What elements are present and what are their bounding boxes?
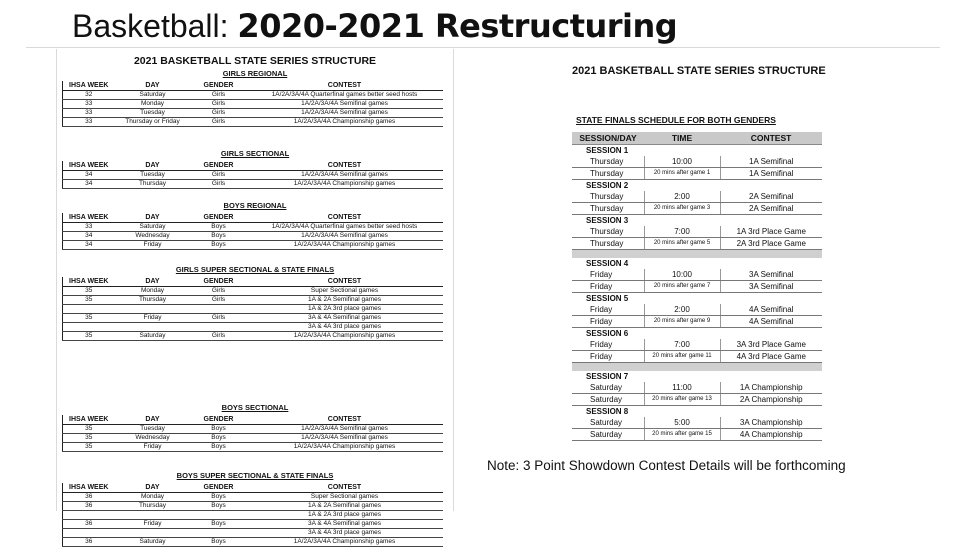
- table-cell: Girls: [191, 118, 247, 127]
- left-section-table: [62, 161, 443, 189]
- schedule-contest: 2A Semifinal: [720, 203, 822, 215]
- column-header: IHSA WEEK: [63, 213, 115, 223]
- table-cell: 1A/2A/3A/4A Semifinal games: [247, 100, 443, 109]
- column-header: DAY: [115, 161, 191, 171]
- table-cell: Girls: [191, 180, 247, 189]
- table-cell: Girls: [191, 296, 247, 305]
- table-cell: 3A & 4A Semifinal games: [247, 314, 443, 323]
- column-header: CONTEST: [247, 213, 443, 223]
- schedule-contest: 3A Championship: [720, 417, 822, 429]
- schedule-contest: 4A Semifinal: [720, 304, 822, 316]
- table-cell: 3A & 4A Semifinal games: [247, 520, 443, 529]
- table-cell: 1A/2A/3A/4A Semifinal games: [247, 171, 443, 180]
- schedule-time: 20 mins after game 5: [644, 238, 720, 250]
- table-cell: 34: [63, 241, 115, 250]
- table-cell: Saturday: [115, 91, 191, 100]
- table-row: [63, 425, 443, 434]
- left-section: [57, 199, 453, 250]
- schedule-row: [572, 382, 822, 394]
- column-header: GENDER: [191, 277, 247, 287]
- schedule-time: 2:00: [644, 191, 720, 203]
- schedule-row: [572, 191, 822, 203]
- table-row: [63, 305, 443, 314]
- table-cell: 1A & 2A Semifinal games: [247, 502, 443, 511]
- schedule-contest: 3A Semifinal: [720, 269, 822, 281]
- table-row: [63, 493, 443, 502]
- table-cell: Saturday: [115, 332, 191, 341]
- slide-title: [72, 6, 677, 48]
- left-section-table: [62, 415, 443, 452]
- table-cell: Wednesday: [115, 232, 191, 241]
- table-row: [63, 296, 443, 305]
- table-row: [63, 171, 443, 180]
- left-section: [57, 263, 453, 341]
- schedule-contest: 4A Championship: [720, 429, 822, 441]
- table-cell: Super Sectional games: [247, 287, 443, 296]
- table-row: [63, 118, 443, 127]
- table-cell: Monday: [115, 100, 191, 109]
- table-cell: Girls: [191, 332, 247, 341]
- column-header: DAY: [115, 415, 191, 425]
- table-cell: Boys: [191, 232, 247, 241]
- column-header: IHSA WEEK: [63, 161, 115, 171]
- session-label: SESSION 1: [586, 146, 629, 155]
- table-cell: 35: [63, 287, 115, 296]
- table-cell: 1A & 2A 3rd place games: [247, 305, 443, 314]
- schedule-contest: 3A Semifinal: [720, 281, 822, 293]
- left-section: [57, 401, 453, 452]
- table-cell: [115, 529, 191, 538]
- schedule-row: [572, 316, 822, 328]
- schedule-contest: 4A 3rd Place Game: [720, 351, 822, 363]
- table-cell: 1A/2A/3A/4A Championship games: [247, 241, 443, 250]
- schedule-time: 2:00: [644, 304, 720, 316]
- schedule-contest: 4A Semifinal: [720, 316, 822, 328]
- session-label: SESSION 5: [586, 294, 629, 303]
- schedule-row: [572, 417, 822, 429]
- table-cell: [115, 511, 191, 520]
- table-row: [63, 109, 443, 118]
- table-row: [63, 538, 443, 547]
- session-row: [572, 371, 822, 382]
- table-cell: Boys: [191, 493, 247, 502]
- session-label: SESSION 2: [586, 181, 629, 190]
- session-row: [572, 406, 822, 418]
- session-label: SESSION 3: [586, 216, 629, 225]
- schedule-day: Friday: [572, 304, 644, 316]
- column-header: CONTEST: [247, 81, 443, 91]
- right-document-title: 2021 BASKETBALL STATE SERIES STRUCTURE: [572, 65, 826, 77]
- schedule-row: [572, 226, 822, 238]
- schedule-day: Thursday: [572, 191, 644, 203]
- table-cell: 33: [63, 223, 115, 232]
- table-cell: 32: [63, 91, 115, 100]
- table-cell: 35: [63, 332, 115, 341]
- table-cell: 1A/2A/3A/4A Championship games: [247, 538, 443, 547]
- table-cell: 3A & 4A 3rd place games: [247, 323, 443, 332]
- schedule-row: [572, 203, 822, 215]
- schedule-day: Friday: [572, 351, 644, 363]
- session-row: [572, 293, 822, 305]
- schedule-day: Saturday: [572, 429, 644, 441]
- table-cell: 3A & 4A 3rd place games: [247, 529, 443, 538]
- schedule-time: 20 mins after game 1: [644, 168, 720, 180]
- schedule-column-header: SESSION/DAY: [572, 132, 644, 145]
- table-cell: [191, 323, 247, 332]
- left-section: [57, 147, 453, 189]
- left-section-heading: BOYS SUPER SECTIONAL & STATE FINALS: [176, 471, 334, 480]
- schedule-row: [572, 156, 822, 168]
- session-row: [572, 145, 822, 157]
- state-finals-schedule-table: [572, 132, 822, 441]
- session-row: [572, 328, 822, 340]
- column-header: IHSA WEEK: [63, 483, 115, 493]
- column-header: GENDER: [191, 415, 247, 425]
- left-section-heading: GIRLS SUPER SECTIONAL & STATE FINALS: [175, 265, 335, 274]
- table-cell: 33: [63, 100, 115, 109]
- table-cell: 35: [63, 296, 115, 305]
- schedule-time: 10:00: [644, 269, 720, 281]
- table-cell: 36: [63, 502, 115, 511]
- table-cell: 35: [63, 314, 115, 323]
- table-cell: 1A/2A/3A/4A Championship games: [247, 180, 443, 189]
- schedule-day: Friday: [572, 281, 644, 293]
- table-cell: Saturday: [115, 223, 191, 232]
- left-section-heading: GIRLS REGIONAL: [222, 69, 288, 78]
- column-header: IHSA WEEK: [63, 81, 115, 91]
- table-row: [63, 232, 443, 241]
- column-header: GENDER: [191, 213, 247, 223]
- table-cell: 1A/2A/3A/4A Quarterfinal games better seed hosts: [247, 91, 443, 100]
- left-section-heading: GIRLS SECTIONAL: [220, 149, 290, 158]
- schedule-time: 20 mins after game 3: [644, 203, 720, 215]
- table-cell: 35: [63, 434, 115, 443]
- schedule-contest: 2A Semifinal: [720, 191, 822, 203]
- left-section-table: [62, 213, 443, 250]
- session-label: SESSION 6: [586, 329, 629, 338]
- table-cell: Tuesday: [115, 109, 191, 118]
- table-row: [63, 287, 443, 296]
- schedule-row: [572, 269, 822, 281]
- schedule-day: Friday: [572, 269, 644, 281]
- table-cell: Boys: [191, 443, 247, 452]
- table-cell: [63, 529, 115, 538]
- table-cell: Wednesday: [115, 434, 191, 443]
- table-row: [63, 332, 443, 341]
- column-header: GENDER: [191, 161, 247, 171]
- table-cell: [63, 511, 115, 520]
- table-cell: 33: [63, 118, 115, 127]
- schedule-time: 7:00: [644, 339, 720, 351]
- table-cell: Friday: [115, 314, 191, 323]
- table-cell: 36: [63, 520, 115, 529]
- schedule-day: Saturday: [572, 417, 644, 429]
- table-cell: 1A & 2A Semifinal games: [247, 296, 443, 305]
- table-cell: 1A/2A/3A/4A Championship games: [247, 443, 443, 452]
- column-header: GENDER: [191, 483, 247, 493]
- schedule-time: 20 mins after game 11: [644, 351, 720, 363]
- table-row: [63, 314, 443, 323]
- schedule-day-separator: [572, 363, 822, 372]
- table-cell: Girls: [191, 109, 247, 118]
- left-section-table: [62, 483, 443, 547]
- table-cell: 1A/2A/3A/4A Semifinal games: [247, 232, 443, 241]
- table-cell: Girls: [191, 314, 247, 323]
- table-cell: Monday: [115, 493, 191, 502]
- schedule-day-separator: [572, 250, 822, 259]
- column-header: DAY: [115, 483, 191, 493]
- table-cell: Girls: [191, 100, 247, 109]
- left-section-heading: BOYS REGIONAL: [223, 201, 287, 210]
- schedule-row: [572, 238, 822, 250]
- schedule-row: [572, 304, 822, 316]
- schedule-row: [572, 429, 822, 441]
- title-divider: [26, 47, 940, 48]
- column-header: DAY: [115, 213, 191, 223]
- note-text: Note: 3 Point Showdown Contest Details will be forthcoming: [487, 458, 846, 473]
- schedule-day: Thursday: [572, 168, 644, 180]
- table-cell: 35: [63, 425, 115, 434]
- table-cell: Friday: [115, 241, 191, 250]
- schedule-column-header: CONTEST: [720, 132, 822, 145]
- schedule-row: [572, 281, 822, 293]
- schedule-contest: 3A 3rd Place Game: [720, 339, 822, 351]
- table-cell: 1A/2A/3A/4A Semifinal games: [247, 434, 443, 443]
- table-cell: Saturday: [115, 538, 191, 547]
- table-row: [63, 511, 443, 520]
- table-row: [63, 241, 443, 250]
- table-cell: [191, 305, 247, 314]
- schedule-row: [572, 394, 822, 406]
- schedule-time: 20 mins after game 15: [644, 429, 720, 441]
- table-cell: 33: [63, 109, 115, 118]
- schedule-row: [572, 339, 822, 351]
- table-cell: [63, 305, 115, 314]
- table-row: [63, 434, 443, 443]
- schedule-contest: 1A Semifinal: [720, 156, 822, 168]
- schedule-day: Saturday: [572, 382, 644, 394]
- session-row: [572, 180, 822, 192]
- table-cell: Boys: [191, 223, 247, 232]
- left-section: [57, 469, 453, 547]
- table-row: [63, 443, 443, 452]
- schedule-day: Thursday: [572, 238, 644, 250]
- table-cell: 34: [63, 180, 115, 189]
- table-cell: 1A/2A/3A/4A Championship games: [247, 118, 443, 127]
- schedule-heading: STATE FINALS SCHEDULE FOR BOTH GENDERS: [576, 115, 776, 125]
- left-section: [57, 67, 453, 127]
- table-cell: 1A & 2A 3rd place games: [247, 511, 443, 520]
- table-cell: 36: [63, 493, 115, 502]
- schedule-time: 20 mins after game 7: [644, 281, 720, 293]
- schedule-row: [572, 168, 822, 180]
- session-label: SESSION 8: [586, 407, 629, 416]
- session-label: SESSION 4: [586, 259, 629, 268]
- schedule-day: Saturday: [572, 394, 644, 406]
- table-cell: Monday: [115, 287, 191, 296]
- table-cell: [191, 511, 247, 520]
- schedule-time: 7:00: [644, 226, 720, 238]
- left-section-heading: BOYS SECTIONAL: [221, 403, 289, 412]
- session-row: [572, 215, 822, 227]
- table-cell: 34: [63, 232, 115, 241]
- table-row: [63, 180, 443, 189]
- table-row: [63, 223, 443, 232]
- left-document-title: 2021 BASKETBALL STATE SERIES STRUCTURE: [133, 55, 377, 67]
- schedule-column-header: TIME: [644, 132, 720, 145]
- slide-title-prefix: Basketball:: [72, 8, 238, 44]
- schedule-time: 20 mins after game 9: [644, 316, 720, 328]
- table-cell: Boys: [191, 425, 247, 434]
- table-cell: Friday: [115, 520, 191, 529]
- column-header: CONTEST: [247, 483, 443, 493]
- table-row: [63, 502, 443, 511]
- column-header: DAY: [115, 81, 191, 91]
- column-header: GENDER: [191, 81, 247, 91]
- schedule-contest: 2A Championship: [720, 394, 822, 406]
- table-cell: Boys: [191, 434, 247, 443]
- table-cell: [115, 323, 191, 332]
- schedule-time: 10:00: [644, 156, 720, 168]
- table-cell: Tuesday: [115, 171, 191, 180]
- table-cell: [191, 529, 247, 538]
- column-header: CONTEST: [247, 161, 443, 171]
- table-cell: 35: [63, 443, 115, 452]
- table-cell: 1A/2A/3A/4A Semifinal games: [247, 109, 443, 118]
- schedule-day: Thursday: [572, 156, 644, 168]
- schedule-contest: 1A Semifinal: [720, 168, 822, 180]
- table-cell: 36: [63, 538, 115, 547]
- schedule-time: 5:00: [644, 417, 720, 429]
- schedule-time: 11:00: [644, 382, 720, 394]
- table-cell: Boys: [191, 538, 247, 547]
- table-row: [63, 529, 443, 538]
- column-header: IHSA WEEK: [63, 415, 115, 425]
- table-cell: Boys: [191, 502, 247, 511]
- schedule-contest: 1A Championship: [720, 382, 822, 394]
- table-row: [63, 323, 443, 332]
- table-cell: Thursday: [115, 180, 191, 189]
- table-cell: 1A/2A/3A/4A Semifinal games: [247, 425, 443, 434]
- table-row: [63, 91, 443, 100]
- table-cell: 1A/2A/3A/4A Quarterfinal games better seed hosts: [247, 223, 443, 232]
- table-cell: Girls: [191, 171, 247, 180]
- table-cell: 1A/2A/3A/4A Championship games: [247, 332, 443, 341]
- left-section-table: [62, 81, 443, 127]
- table-cell: 34: [63, 171, 115, 180]
- table-cell: Boys: [191, 241, 247, 250]
- left-section-table: [62, 277, 443, 341]
- schedule-contest: 2A 3rd Place Game: [720, 238, 822, 250]
- schedule-time: 20 mins after game 13: [644, 394, 720, 406]
- schedule-day: Thursday: [572, 226, 644, 238]
- slide-title-main: 2020-2021 Restructuring: [237, 7, 678, 45]
- table-cell: Thursday or Friday: [115, 118, 191, 127]
- table-cell: [115, 305, 191, 314]
- table-cell: Friday: [115, 443, 191, 452]
- session-label: SESSION 7: [586, 372, 629, 381]
- column-header: CONTEST: [247, 415, 443, 425]
- session-row: [572, 258, 822, 269]
- schedule-row: [572, 351, 822, 363]
- table-row: [63, 520, 443, 529]
- table-cell: [63, 323, 115, 332]
- column-header: DAY: [115, 277, 191, 287]
- table-row: [63, 100, 443, 109]
- column-header: IHSA WEEK: [63, 277, 115, 287]
- table-cell: Thursday: [115, 296, 191, 305]
- table-cell: Girls: [191, 287, 247, 296]
- table-cell: Super Sectional games: [247, 493, 443, 502]
- table-cell: Thursday: [115, 502, 191, 511]
- table-cell: Tuesday: [115, 425, 191, 434]
- column-header: CONTEST: [247, 277, 443, 287]
- table-cell: Girls: [191, 91, 247, 100]
- table-cell: Boys: [191, 520, 247, 529]
- schedule-contest: 1A 3rd Place Game: [720, 226, 822, 238]
- schedule-day: Friday: [572, 316, 644, 328]
- schedule-day: Thursday: [572, 203, 644, 215]
- left-document-image: [56, 49, 454, 545]
- schedule-day: Friday: [572, 339, 644, 351]
